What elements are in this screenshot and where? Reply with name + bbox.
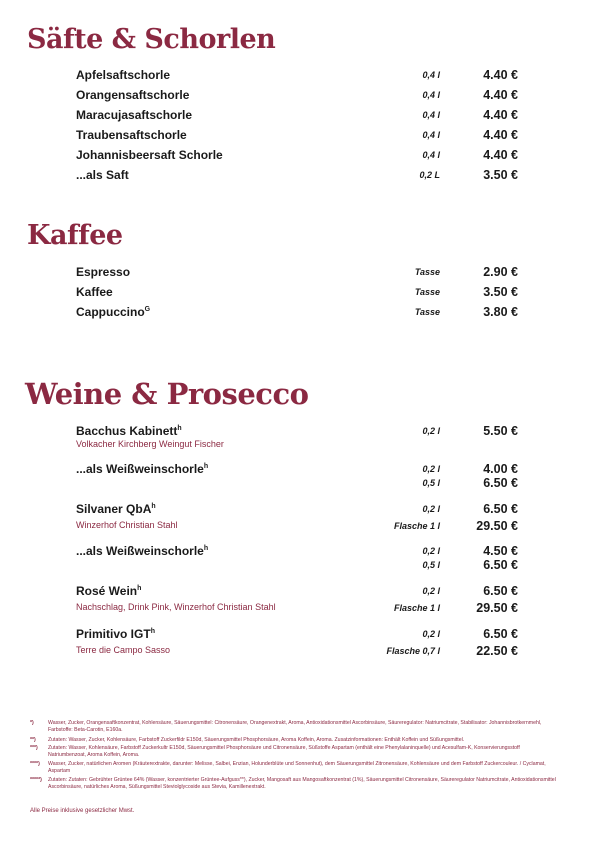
item-size: 0,2 l xyxy=(422,504,440,514)
item-size: 0,4 l xyxy=(422,90,440,100)
menu-item-row xyxy=(76,108,518,126)
menu-item-row xyxy=(76,265,518,283)
item-name-text: ...als Saft xyxy=(76,168,129,182)
item-size: 0,4 l xyxy=(422,110,440,120)
menu-item-row xyxy=(76,128,518,146)
allergen-mark: h xyxy=(203,463,209,470)
item-price: 4.00 € xyxy=(483,462,518,476)
item-origin: Winzerhof Christian Stahl xyxy=(76,520,178,530)
item-price: 29.50 € xyxy=(476,519,518,533)
item-size: 0,4 l xyxy=(422,70,440,80)
menu-item-row xyxy=(76,502,518,520)
item-size: 0,2 l xyxy=(422,629,440,639)
item-price: 6.50 € xyxy=(483,476,518,490)
item-name-text: Maracujasaftschorle xyxy=(76,108,193,122)
section-title-kaffee: Kaffee xyxy=(27,220,123,251)
footnote-text: Wasser, Zucker, natürlichen Aromen (Kräuterextrakte, darunter: Melisse, Salbei, Enzian, Holunderblüte und Sonnenhut), dem Säuerungsmittel Zitronensäure, Kohlensäure und dem Farbstoff Zuckercouleur. / Cyclamat, Aspartam xyxy=(48,761,546,774)
item-name-text: Bacchus Kabinett xyxy=(76,424,178,438)
item-name xyxy=(76,148,223,162)
item-size: 0,4 l xyxy=(422,150,440,160)
item-name xyxy=(76,108,192,122)
menu-item-row xyxy=(76,305,518,323)
item-name xyxy=(76,168,129,182)
menu-item-row xyxy=(76,584,518,602)
item-name-text: ...als Weißweinschorle xyxy=(76,462,204,476)
item-price: 3.50 € xyxy=(483,168,518,182)
item-size: 0,2 l xyxy=(422,586,440,596)
menu-item-row xyxy=(76,627,518,645)
item-name xyxy=(76,68,170,82)
item-price: 4.50 € xyxy=(483,544,518,558)
item-price: 3.50 € xyxy=(483,285,518,299)
menu-item-row xyxy=(76,644,518,662)
item-price: 29.50 € xyxy=(476,601,518,615)
menu-item-row xyxy=(76,168,518,186)
item-name xyxy=(76,627,155,641)
allergen-mark: h xyxy=(177,425,182,432)
item-name xyxy=(76,544,208,558)
item-price: 5.50 € xyxy=(483,424,518,438)
item-price: 22.50 € xyxy=(476,644,518,658)
item-size: Tasse xyxy=(414,267,440,277)
item-name xyxy=(76,462,208,476)
footnote-mark: ****) xyxy=(30,761,40,767)
menu-item-row xyxy=(76,88,518,106)
menu-item-row xyxy=(76,601,518,619)
item-price: 2.90 € xyxy=(483,265,518,279)
item-price: 6.50 € xyxy=(483,627,518,641)
item-size: Flasche 1 l xyxy=(393,521,440,531)
footnote-mark: *****) xyxy=(30,777,42,783)
item-name xyxy=(76,128,187,142)
menu-item-row xyxy=(76,558,518,576)
menu-item-row xyxy=(76,148,518,166)
item-name xyxy=(76,305,150,319)
item-name-text: Apfelsaftschorle xyxy=(76,68,171,82)
item-origin: Volkacher Kirchberg Weingut Fischer xyxy=(76,439,224,449)
item-size: 0,5 l xyxy=(422,560,440,570)
allergen-mark: h xyxy=(151,503,156,510)
item-name xyxy=(76,424,182,438)
item-name-text: Rosé Wein xyxy=(76,584,138,598)
item-size: 0,4 l xyxy=(422,130,440,140)
item-price: 4.40 € xyxy=(483,88,518,102)
footnote-text: Wasser, Zucker, Orangensaftkonzentrat, Kohlensäure, Säuerungsmittel: Citronensäure, Orangenextrakt, Aroma, Antioxidationsmittel Ascorbinsäure, Säureregulator: Natriumcitrate, Stabilisator: Johannisbrotkernmehl, Farbstoffe: Beta-Carotin, E160a. xyxy=(48,720,542,733)
item-name xyxy=(76,285,113,299)
footnote-text: Zutaten: Wasser, Kohlensäure, Farbstoff Zuckerkultr E150d, Säuerungsmittel Phosphorsäure und Citronensäure, Süßstoffe Aspartam (enthält eine Phenylalaninquelle) und Acesulfam-K, Konservierungsstoff Natriumbenzoat, Aroma Koffein, Aroma. xyxy=(48,745,520,758)
item-size: 0,2 L xyxy=(419,170,440,180)
item-price: 4.40 € xyxy=(483,148,518,162)
item-name xyxy=(76,584,141,598)
item-price: 4.40 € xyxy=(483,128,518,142)
menu-item-row xyxy=(76,68,518,86)
allergen-mark: G xyxy=(144,306,151,313)
menu-item-row xyxy=(76,519,518,537)
vat-note: Alle Preise inklusive gesetzlicher Mwst. xyxy=(30,808,135,814)
footnote-mark: ***) xyxy=(30,745,38,751)
footnote-mark: *) xyxy=(30,720,34,726)
footnote-text: Zutaten: Wasser, Zucker, Kohlensäure, Farbstoff Zuckerfildr E150d, Säuerungsmittel Phosphorsäure, Aroma Koffein, Aroma. Zusatzinformationen: Enthält Koffein und Süßungsmittel. xyxy=(48,737,465,743)
footnote-text: Zutaten: Zutaten: Gebrühter Grüntee 64% (Wasser, konzentrierter Grüntee-Aufguss**), Zucker, Mangosaft aus Mangosaftkonzentrat (1%), Säuerungsmittel Citronensäure, Säureregulator Natriumcitrate, Antioxidationsmittel Ascorbinsäure, natürliches Aroma, Süßungsmittel Steviolglycoside aus Stevia, Kamillenextrakt. xyxy=(48,777,556,790)
item-size: Flasche 1 l xyxy=(393,603,440,613)
item-size: Flasche 0,7 l xyxy=(386,646,440,656)
item-size: 0,2 l xyxy=(422,464,440,474)
item-size: 0,2 l xyxy=(422,546,440,556)
allergen-mark: h xyxy=(150,628,155,635)
item-name xyxy=(76,265,130,279)
item-name xyxy=(76,502,156,516)
item-size: Tasse xyxy=(414,287,440,297)
item-name-text: Orangensaftschorle xyxy=(76,88,190,102)
item-name-text: ...als Weißweinschorle xyxy=(76,544,204,558)
item-origin: Nachschlag, Drink Pink, Winzerhof Christian Stahl xyxy=(76,602,276,612)
item-name-text: Traubensaftschorle xyxy=(76,128,187,142)
menu-item-row xyxy=(76,476,518,494)
item-name-text: Johannisbeersaft Schorle xyxy=(76,148,223,162)
item-origin: Terre die Campo Sasso xyxy=(76,645,171,655)
item-name-text: Kaffee xyxy=(76,285,113,299)
item-price: 4.40 € xyxy=(483,68,518,82)
section-title-weine: Weine & Prosecco xyxy=(25,377,309,411)
item-price: 6.50 € xyxy=(483,558,518,572)
item-name-text: Silvaner QbA xyxy=(76,502,152,516)
item-name-text: Espresso xyxy=(76,265,131,279)
item-size: Tasse xyxy=(414,307,440,317)
allergen-mark: h xyxy=(137,585,142,592)
menu-item-row xyxy=(76,285,518,303)
item-price: 3.80 € xyxy=(483,305,518,319)
item-name-text: Cappuccino xyxy=(76,305,145,319)
allergen-mark: h xyxy=(203,545,209,552)
section-title-saefte: Säfte & Schorlen xyxy=(27,24,276,55)
item-price: 4.40 € xyxy=(483,108,518,122)
item-price: 6.50 € xyxy=(483,502,518,516)
item-size: 0,2 l xyxy=(422,426,440,436)
menu-item-row xyxy=(76,438,518,456)
item-size: 0,5 l xyxy=(422,478,440,488)
item-price: 6.50 € xyxy=(483,584,518,598)
footnote-mark: **) xyxy=(30,737,36,743)
item-name xyxy=(76,88,189,102)
item-name-text: Primitivo IGT xyxy=(76,627,151,641)
